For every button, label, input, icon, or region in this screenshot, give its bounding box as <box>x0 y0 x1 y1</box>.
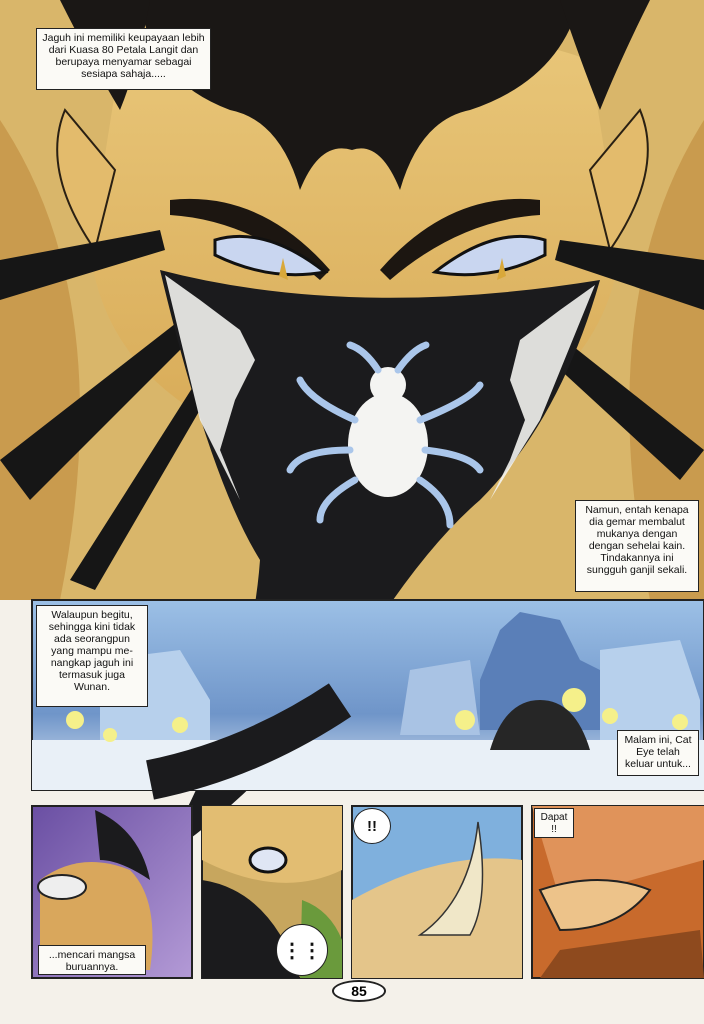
speech-bubble-dots: ⋮⋮ <box>276 924 328 976</box>
caption-city-right: Malam ini, Cat Eye telah keluar untuk... <box>617 730 699 776</box>
speech-bubble-exclaim: !! <box>353 808 391 844</box>
caption-city-left: Walaupun begitu, sehingga kini tidak ada seorangpun yang mampu me-nangkap jaguh ini termasuk juga Wunan. <box>36 605 148 707</box>
caption-top-left: Jaguh ini memiliki keupayaan lebih dari Kuasa 80 Petala Langit dan berupaya menyamar sebagai sesiapa sahaja..... <box>36 28 211 90</box>
caption-bottom-left: ...mencari mangsa buruannya. <box>38 945 146 975</box>
page-number: 85 <box>332 980 386 1002</box>
speech-bubble-dapat: Dapat !! <box>534 808 574 838</box>
caption-right-mid: Namun, entah kenapa dia gemar membalut mukanya dengan dengan sehelai kain. Tindakannya ini sungguh ganjil sekali. <box>575 500 699 592</box>
